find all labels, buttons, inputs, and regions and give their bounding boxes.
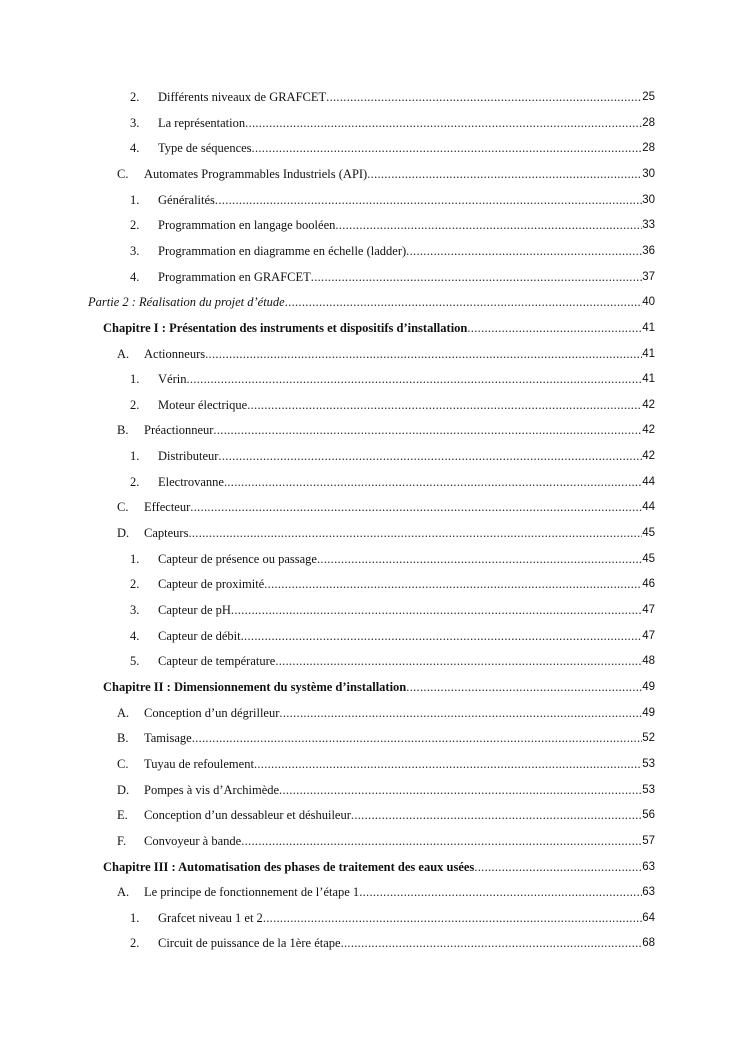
toc-entry[interactable]: [130, 396, 655, 414]
toc-entry[interactable]: [130, 191, 655, 209]
dot-leader: [186, 370, 642, 388]
toc-entry[interactable]: [130, 370, 655, 388]
toc-entry[interactable]: [130, 652, 655, 670]
toc-entry[interactable]: [117, 883, 655, 901]
dot-leader: [406, 242, 642, 260]
toc-entry-page-number: 42: [642, 424, 655, 437]
toc-entry-number: A.: [117, 705, 130, 720]
toc-entry-title: Pompes à vis d’Archimède: [144, 782, 280, 797]
toc-entry-number: 2.: [130, 474, 140, 489]
toc-entry-page-number: 25: [642, 91, 655, 103]
dot-leader: [326, 88, 642, 106]
toc-entry-page-number: 41: [642, 321, 655, 334]
dot-leader: [263, 909, 642, 927]
toc-entry-page-number: 33: [642, 219, 655, 232]
toc-entry-title: Préactionneur: [144, 423, 214, 438]
toc-entry-title: Le principe de fonctionnement de l’étape 1: [144, 885, 360, 900]
toc-entry[interactable]: [130, 447, 655, 465]
toc-entry-title: Automates Programmables Industriels (API): [144, 166, 368, 181]
dot-leader: [279, 781, 642, 799]
dot-leader: [241, 627, 643, 645]
toc-entry-number: C.: [117, 756, 129, 771]
dot-leader: [359, 883, 642, 901]
dot-leader: [231, 601, 642, 619]
toc-entry[interactable]: [103, 858, 655, 876]
dot-leader: [406, 678, 642, 696]
toc-entry-number: 2.: [130, 218, 140, 233]
dot-leader: [247, 396, 642, 414]
toc-entry-number: C.: [117, 500, 129, 515]
toc-entry[interactable]: [130, 242, 655, 260]
toc-entry[interactable]: [130, 575, 655, 593]
dot-leader: [252, 139, 643, 157]
toc-entry-title: Capteurs: [144, 526, 189, 541]
dot-leader: [192, 729, 642, 747]
toc-entry[interactable]: [117, 755, 655, 773]
toc-entry-page-number: 63: [642, 886, 655, 899]
toc-entry-page-number: 53: [642, 757, 655, 770]
dot-leader: [190, 498, 642, 516]
toc-entry-number: 1.: [130, 449, 140, 464]
toc-entry-number: 3.: [130, 603, 140, 617]
toc-entry[interactable]: [130, 473, 655, 491]
toc-entry-title: Capteur de débit: [158, 628, 241, 643]
toc-entry[interactable]: [130, 139, 655, 157]
toc-entry-title: Généralités: [158, 192, 215, 207]
dot-leader: [341, 934, 643, 952]
toc-entry-page-number: 63: [642, 860, 655, 873]
toc-entry-title: Tamisage: [144, 731, 192, 746]
dot-leader: [188, 524, 642, 542]
toc-entry-page-number: 49: [642, 706, 655, 719]
toc-entry-page-number: 37: [642, 270, 655, 283]
toc-entry-page-number: 57: [642, 834, 655, 847]
toc-entry-number: 5.: [130, 654, 140, 669]
toc-entry[interactable]: [130, 601, 655, 619]
toc-entry-number: B.: [117, 731, 129, 746]
dot-leader: [264, 575, 642, 593]
toc-entry-title: Capteur de température: [158, 654, 276, 669]
toc-entry[interactable]: [130, 934, 655, 952]
toc-entry-page-number: 28: [642, 142, 655, 155]
toc-entry[interactable]: [117, 524, 655, 542]
toc-entry[interactable]: [130, 550, 655, 568]
toc-entry-number: D.: [117, 526, 130, 541]
toc-entry[interactable]: [117, 165, 655, 183]
toc-entry-title: Chapitre I : Présentation des instruments et dispositifs d’installation: [103, 320, 468, 335]
dot-leader: [215, 191, 642, 209]
toc-entry-number: E.: [117, 808, 128, 823]
toc-entry-title: Distributeur: [158, 449, 219, 464]
toc-entry-page-number: 52: [642, 732, 655, 745]
toc-entry-page-number: 44: [642, 475, 655, 488]
dot-leader: [254, 755, 642, 773]
dot-leader: [311, 268, 642, 286]
toc-entry-page-number: 42: [642, 450, 655, 463]
dot-leader: [285, 293, 642, 311]
dot-leader: [317, 550, 642, 568]
toc-entry[interactable]: [130, 627, 655, 645]
toc-entry-title: Convoyeur à bande: [144, 833, 242, 848]
toc-entry-page-number: 44: [642, 501, 655, 514]
toc-entry-page-number: 56: [642, 809, 655, 822]
toc-entry-number: 3.: [130, 243, 140, 258]
toc-entry-number: 2.: [130, 397, 140, 412]
dot-leader: [205, 345, 642, 363]
dot-leader: [245, 114, 642, 132]
toc-entry-title: Programmation en GRAFCET: [158, 269, 311, 284]
toc-entry-title: Conception d’un dessableur et déshuileur: [144, 808, 351, 823]
toc-entry-title: Type de séquences: [158, 141, 252, 156]
toc-entry-number: 2.: [130, 90, 140, 104]
toc-entry-page-number: 41: [642, 373, 655, 386]
dot-leader: [213, 421, 642, 439]
toc-entry-title: Conception d’un dégrilleur: [144, 705, 280, 720]
toc-entry[interactable]: [103, 678, 655, 696]
toc-entry-page-number: 64: [642, 911, 655, 924]
dot-leader: [218, 447, 642, 465]
toc-entry[interactable]: [130, 88, 655, 106]
toc-entry-number: B.: [117, 423, 129, 438]
toc-entry-number: 3.: [130, 115, 140, 130]
toc-entry-page-number: 28: [642, 116, 655, 129]
toc-entry-number: C.: [117, 166, 129, 181]
toc-entry-page-number: 45: [642, 527, 655, 540]
toc-entry-title: Partie 2 : Réalisation du projet d’étude: [88, 295, 285, 310]
toc-entry[interactable]: [130, 268, 655, 286]
toc-entry-number: D.: [117, 782, 130, 797]
toc-entry-page-number: 47: [642, 629, 655, 642]
toc-entry[interactable]: [117, 729, 655, 747]
toc-entry-title: Actionneurs: [144, 346, 206, 361]
toc-entry-number: 1.: [130, 192, 140, 207]
toc-entry[interactable]: [103, 319, 655, 337]
toc-entry[interactable]: [117, 704, 655, 722]
toc-entry-page-number: 48: [642, 655, 655, 668]
toc-entry-number: 4.: [130, 628, 140, 643]
toc-entry-title: Vérin: [158, 372, 187, 387]
toc-entry-number: A.: [117, 346, 130, 361]
toc-entry-number: 2.: [130, 936, 140, 951]
dot-leader: [467, 319, 642, 337]
toc-entry[interactable]: [130, 909, 655, 927]
toc-entry-page-number: 45: [642, 552, 655, 565]
toc-entry-number: 1.: [130, 551, 140, 566]
dot-leader: [367, 165, 642, 183]
dot-leader: [224, 473, 642, 491]
toc-entry-number: 1.: [130, 910, 140, 925]
dot-leader: [351, 806, 642, 824]
toc-entry-number: A.: [117, 885, 130, 900]
toc-entry-title: Programmation en diagramme en échelle (ladder): [158, 243, 407, 258]
toc-entry-number: 1.: [130, 372, 140, 387]
toc-entry[interactable]: [117, 781, 655, 799]
toc-entry-page-number: 68: [642, 937, 655, 950]
toc-entry-page-number: 30: [642, 167, 655, 180]
toc-entry-number: 2.: [130, 577, 140, 592]
toc-entry-title: Différents niveaux de GRAFCET: [158, 90, 327, 104]
dot-leader: [279, 704, 642, 722]
toc-entry-title: Programmation en langage booléen: [158, 218, 336, 233]
dot-leader: [335, 216, 642, 234]
toc-entry-page-number: 46: [642, 578, 655, 591]
toc-entry-page-number: 53: [642, 783, 655, 796]
toc-entry-title: Circuit de puissance de la 1ère étape: [158, 936, 341, 951]
toc-entry[interactable]: [117, 806, 655, 824]
toc-entry-title: Electrovanne: [158, 474, 224, 489]
toc-entry[interactable]: [130, 216, 655, 234]
toc-entry-title: Chapitre III : Automatisation des phases de traitement des eaux usées: [103, 859, 475, 874]
toc-entry[interactable]: [88, 293, 655, 311]
toc-entry[interactable]: [130, 114, 655, 132]
toc-entry-number: F.: [117, 833, 127, 848]
dot-leader: [275, 652, 642, 670]
toc-entry-title: Capteur de présence ou passage: [158, 551, 317, 566]
toc-entry-title: Capteur de proximité: [158, 577, 265, 592]
dot-leader: [241, 832, 642, 850]
toc-entry[interactable]: [117, 498, 655, 516]
toc-entry-number: 4.: [130, 141, 140, 156]
toc-entry-page-number: 47: [642, 604, 655, 616]
toc-entry-title: Capteur de pH: [158, 603, 231, 617]
dot-leader: [474, 858, 642, 876]
toc-entry[interactable]: [117, 832, 655, 850]
toc-entry-page-number: 40: [642, 296, 655, 309]
toc-entry-page-number: 49: [642, 680, 655, 693]
toc-entry[interactable]: [117, 421, 655, 439]
toc-entry-title: Chapitre II : Dimensionnement du système d’installation: [103, 679, 407, 694]
toc-entry[interactable]: [117, 345, 655, 363]
toc-entry-page-number: 42: [642, 398, 655, 411]
toc-entry-title: La représentation: [158, 115, 246, 130]
toc-entry-page-number: 36: [642, 244, 655, 257]
toc-entry-title: Moteur électrique: [158, 397, 248, 412]
toc-entry-title: Effecteur: [144, 500, 191, 515]
toc-entry-number: 4.: [130, 269, 140, 284]
toc-entry-page-number: 41: [642, 347, 655, 360]
toc-entry-page-number: 30: [642, 193, 655, 206]
toc-entry-title: Tuyau de refoulement: [144, 756, 254, 771]
toc-entry-title: Grafcet niveau 1 et 2: [158, 910, 263, 925]
